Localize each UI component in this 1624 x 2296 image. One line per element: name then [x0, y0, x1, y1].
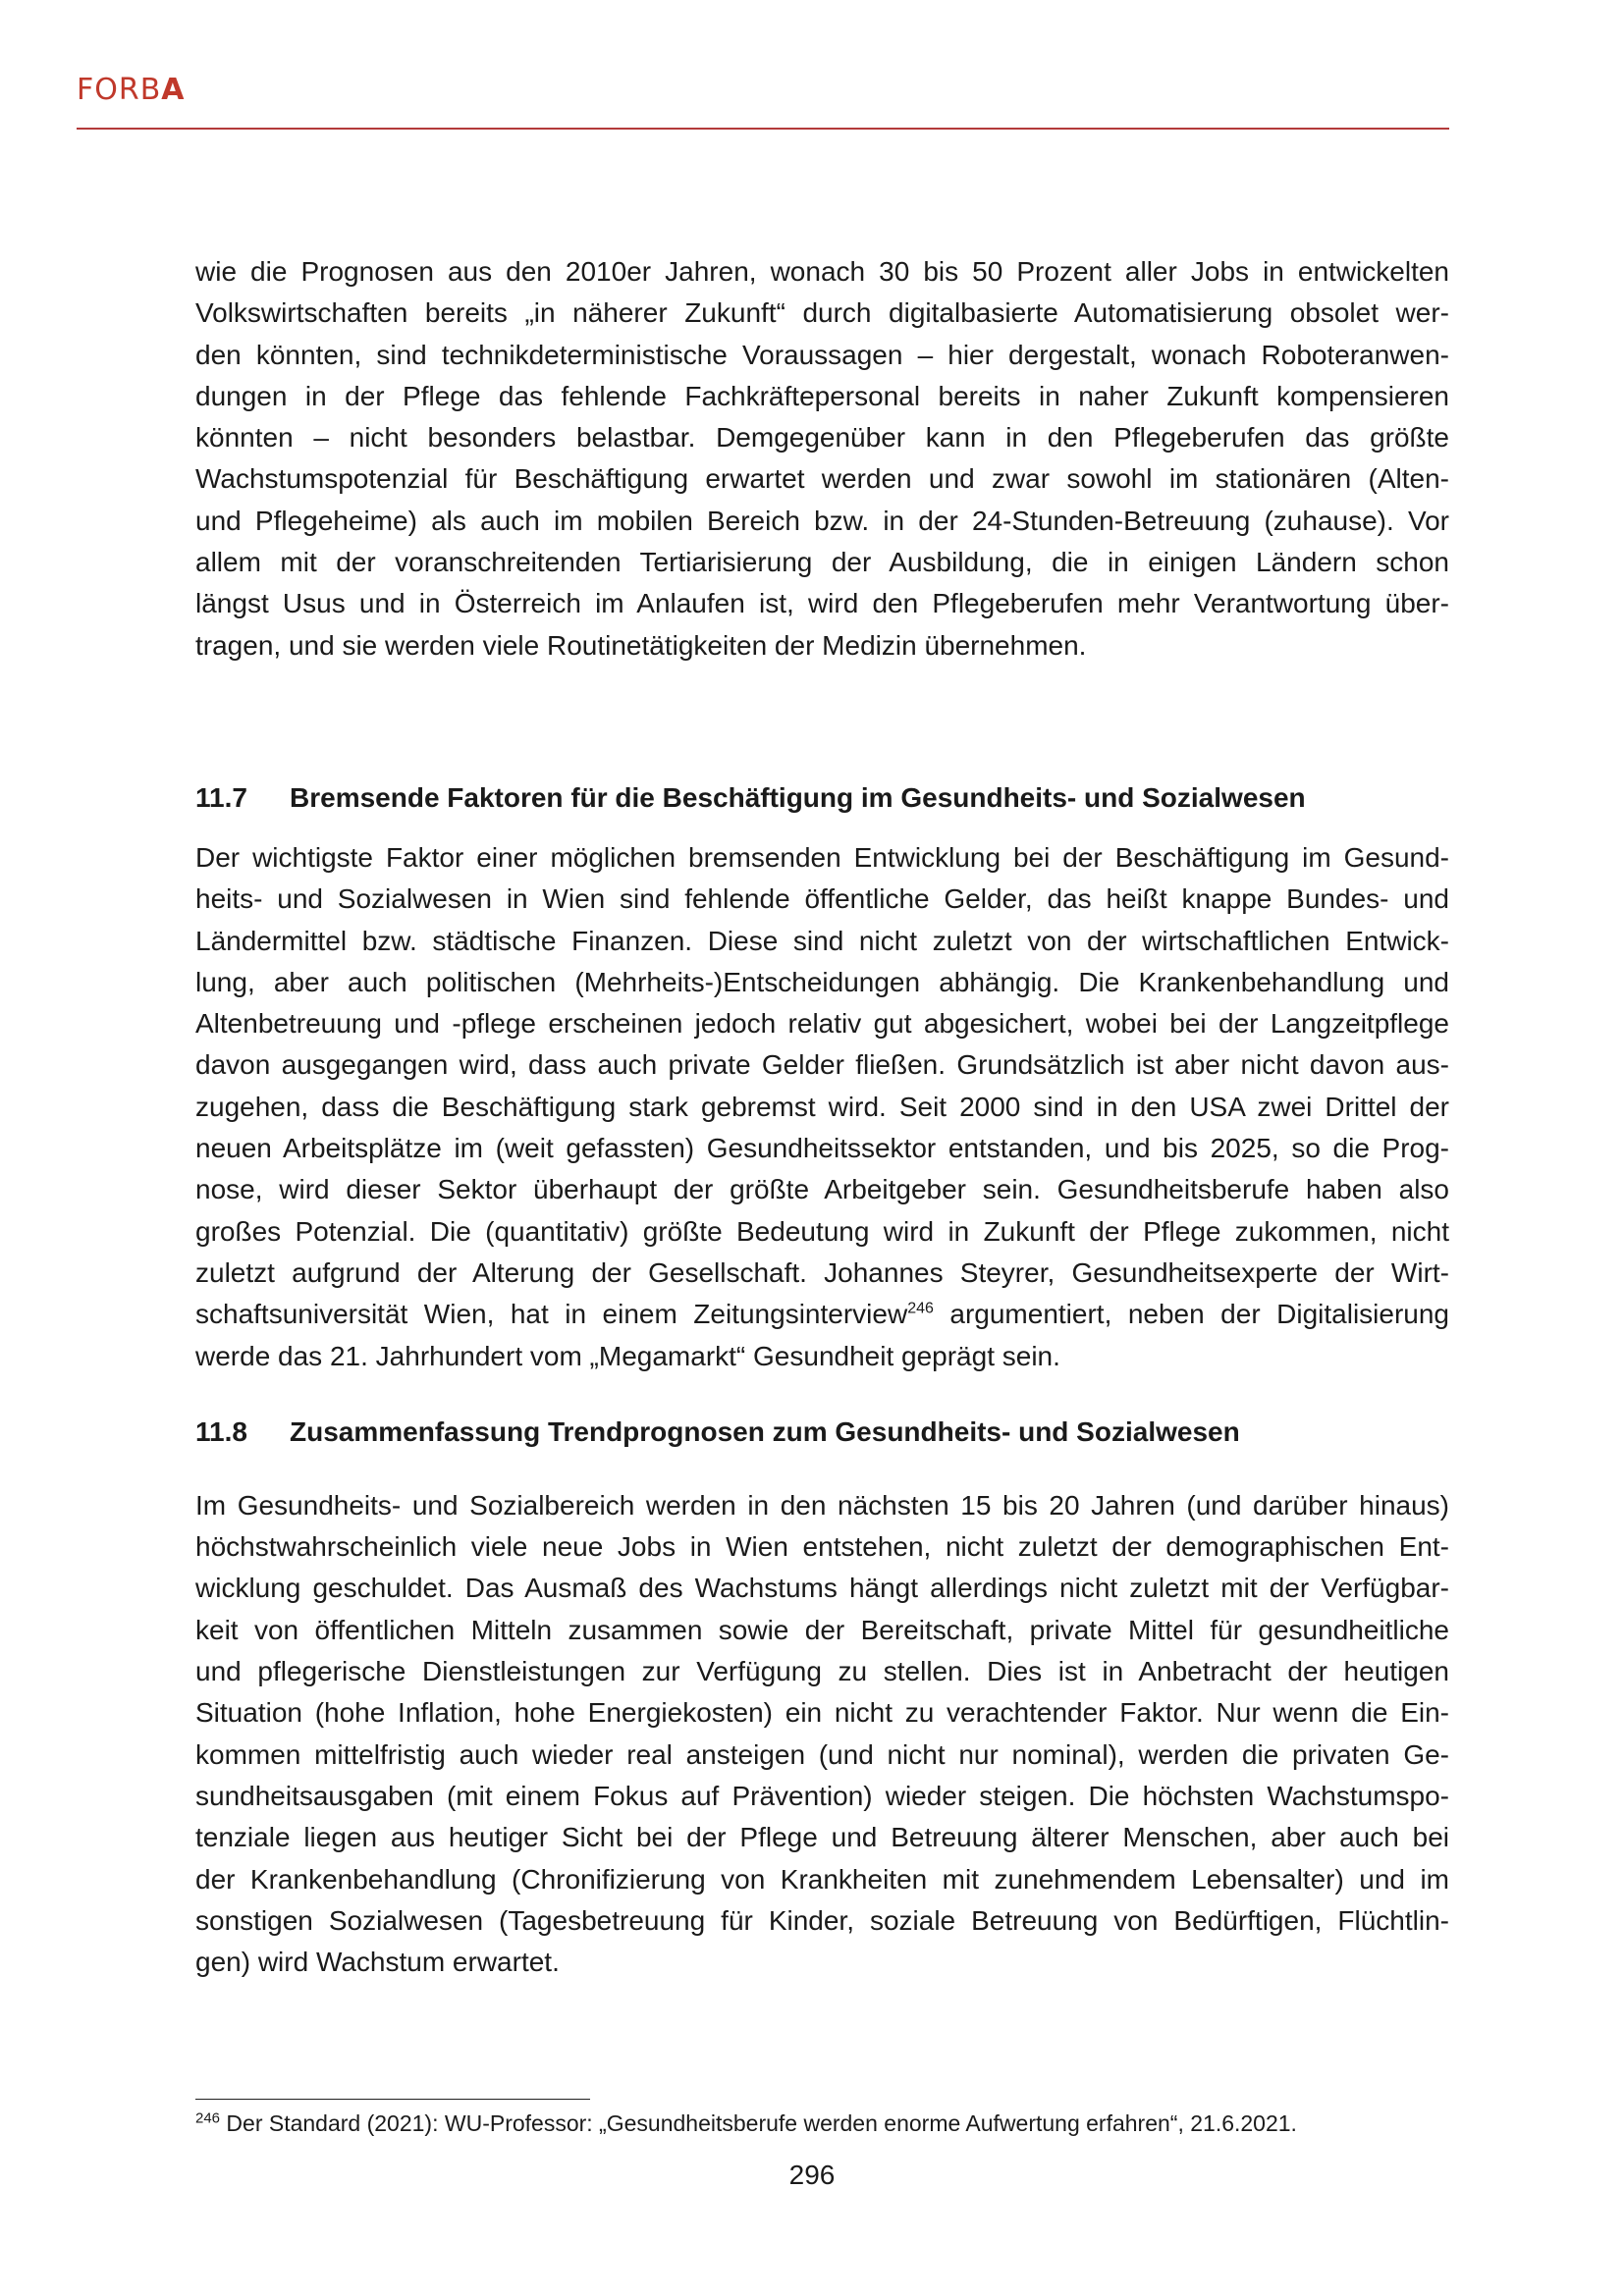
text-line: höchstwahrscheinlich viele neue Jobs in Wien entstehen, nicht zuletzt der demographischen Ent- — [195, 1531, 1449, 1563]
text-line-with-footnote-ref — [195, 1294, 1449, 1335]
text-line: allem mit der voranschreitenden Tertiarisierung der Ausbildung, die in einigen Ländern schon — [195, 547, 1449, 578]
text-line: und Pflegeheime) als auch im mobilen Bereich bzw. in der 24-Stunden-Betreuung (zuhause). Vor — [195, 505, 1449, 536]
text-line: könnten – nicht besonders belastbar. Demgegenüber kann in den Pflegeberufen das größte — [195, 422, 1449, 454]
text-line: zuletzt aufgrund der Alterung der Gesellschaft. Johannes Steyrer, Gesundheitsexperte der Wirt- — [195, 1256, 1449, 1288]
intro-paragraph — [195, 251, 1449, 667]
text-line: davon ausgegangen wird, dass auch private Gelder fließen. Grundsätzlich ist aber nicht davon aus- — [195, 1049, 1449, 1081]
text-line: Ländermittel bzw. städtische Finanzen. Diese sind nicht zuletzt von der wirtschaftlichen Entwick- — [195, 925, 1449, 956]
logo-suffix: A — [161, 73, 186, 107]
logo-prefix: FORB — [77, 73, 162, 107]
text-line: sonstigen Sozialwesen (Tagesbetreuung für Kinder, soziale Betreuung von Bedürftigen, Flüchtlin- — [195, 1904, 1449, 1936]
text-line: tenziale liegen aus heutiger Sicht bei der Pflege und Betreuung älterer Menschen, aber auch bei — [195, 1822, 1449, 1853]
section-title: Zusammenfassung Trendprognosen zum Gesundheits- und Sozialwesen — [290, 1415, 1240, 1447]
forba-logo — [77, 73, 186, 107]
footnote-text: Der Standard (2021): WU-Professor: „Gesundheitsberufe werden enorme Aufwertung erfahren“, 21.6.2021. — [220, 2110, 1297, 2136]
text-line: sundheitsausgaben (mit einem Fokus auf Prävention) wieder steigen. Die höchsten Wachstumspo- — [195, 1780, 1449, 1811]
text-line: dungen in der Pflege das fehlende Fachkräftepersonal bereits in naher Zukunft kompensieren — [195, 380, 1449, 411]
text-line: längst Usus und in Österreich im Anlaufen ist, wird den Pflegeberufen mehr Verantwortung über- — [195, 588, 1449, 619]
text-line: heits- und Sozialwesen in Wien sind fehlende öffentliche Gelder, das heißt knappe Bundes- und — [195, 883, 1449, 915]
text-line: Im Gesundheits- und Sozialbereich werden in den nächsten 15 bis 20 Jahren (und darüber hinaus) — [195, 1489, 1449, 1521]
footnote-divider — [195, 2099, 590, 2100]
text-line: Altenbetreuung und -pflege erscheinen jedoch relativ gut abgesichert, wobei bei der Langzeitpflege — [195, 1008, 1449, 1040]
section-number: 11.7 — [195, 781, 247, 813]
section-heading-11-8 — [195, 1416, 1449, 1448]
text-line: kommen mittelfristig auch wieder real ansteigen (und nicht nur nominal), werden die privaten Ge- — [195, 1738, 1449, 1770]
text-line: gen) wird Wachstum erwartet. — [195, 1947, 560, 1978]
text-line: nose, wird dieser Sektor überhaupt der größte Arbeitgeber sein. Gesundheitsberufe haben also — [195, 1174, 1449, 1205]
text-line: lung, aber auch politischen (Mehrheits-)Entscheidungen abhängig. Die Krankenbehandlung und — [195, 966, 1449, 997]
page-content — [195, 251, 1449, 1983]
text-line: Volkswirtschaften bereits „in näherer Zukunft“ durch digitalbasierte Automatisierung obsolet wer- — [195, 297, 1449, 329]
section-number: 11.8 — [195, 1415, 247, 1447]
text-line: werde das 21. Jahrhundert vom „Megamarkt“ Gesundheit geprägt sein. — [195, 1340, 1060, 1371]
text-line: und pflegerische Dienstleistungen zur Verfügung zu stellen. Dies ist in Anbetracht der heutigen — [195, 1656, 1449, 1687]
section-title: Bremsende Faktoren für die Beschäftigung im Gesundheits- und Sozialwesen — [290, 781, 1306, 813]
footnote-mark: 246 — [195, 2109, 221, 2127]
text-line: tragen, und sie werden viele Routinetätigkeiten der Medizin übernehmen. — [195, 629, 1087, 661]
text-line: neuen Arbeitsplätze im (weit gefassten) Gesundheitssektor entstanden, und bis 2025, so die Prog- — [195, 1133, 1449, 1164]
text-line: der Krankenbehandlung (Chronifizierung von Krankheiten mit zunehmendem Lebensalter) und im — [195, 1863, 1449, 1895]
text-line: Der wichtigste Faktor einer möglichen bremsenden Entwicklung bei der Beschäftigung im Gesund- — [195, 841, 1449, 873]
section-heading-11-7 — [195, 782, 1449, 814]
text-line: den könnten, sind technikdeterministische Voraussagen – hier dergestalt, wonach Roboteranwen- — [195, 339, 1449, 370]
text-line: zugehen, dass die Beschäftigung stark gebremst wird. Seit 2000 sind in den USA zwei Drittel der — [195, 1091, 1449, 1122]
text-line: wie die Prognosen aus den 2010er Jahren, wonach 30 bis 50 Prozent aller Jobs in entwickelten — [195, 256, 1449, 287]
text-line: Wachstumspotenzial für Beschäftigung erwartet werden und zwar sowohl im stationären (Alten- — [195, 463, 1449, 495]
section-11-7-paragraph — [195, 837, 1449, 1377]
header-divider — [77, 128, 1449, 130]
text-fragment: argumentiert, neben der Digitalisierung — [933, 1299, 1449, 1330]
text-line: wicklung geschuldet. Das Ausmaß des Wachstums hängt allerdings nicht zuletzt mit der Verfügbar- — [195, 1573, 1449, 1604]
text-line: großes Potenzial. Die (quantitativ) größte Bedeutung wird in Zukunft der Pflege zukommen, nicht — [195, 1215, 1449, 1247]
text-line: keit von öffentlichen Mitteln zusammen sowie der Bereitschaft, private Mittel für gesundheitliche — [195, 1614, 1449, 1645]
footnote-246 — [195, 2110, 1297, 2137]
footnote-reference[interactable]: 246 — [907, 1300, 934, 1317]
section-11-8-paragraph — [195, 1485, 1449, 1984]
page-number: 296 — [788, 2160, 836, 2190]
text-fragment: schaftsuniversität Wien, hat in einem Zeitungsinterview — [195, 1299, 908, 1330]
text-line: Situation (hohe Inflation, hohe Energiekosten) ein nicht zu verachtender Faktor. Nur wenn die Ein- — [195, 1697, 1449, 1729]
